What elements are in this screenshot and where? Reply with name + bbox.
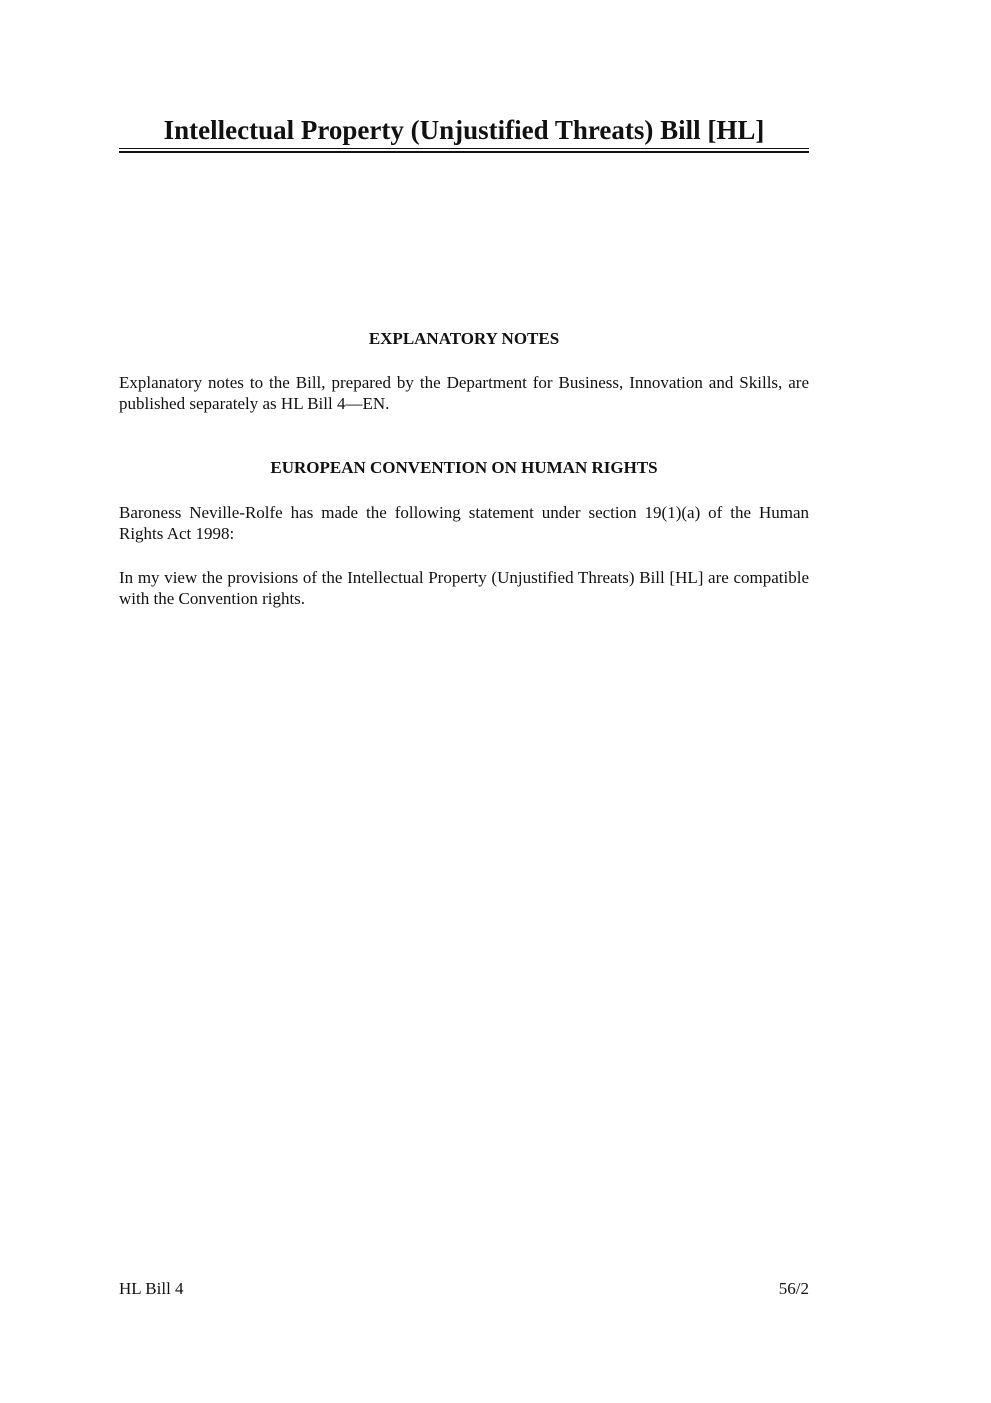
footer-bill-number: HL Bill 4 bbox=[119, 1279, 184, 1298]
echr-statement-intro: Baroness Neville-Rolfe has made the following statement under section 19(1)(a) of the Human Rights Act 1998: bbox=[119, 503, 809, 543]
bill-title: Intellectual Property (Unjustified Threats) Bill [HL] bbox=[163, 115, 765, 145]
explanatory-notes-heading: EXPLANATORY NOTES bbox=[368, 329, 560, 348]
title-rule-thick bbox=[119, 151, 809, 153]
title-rule-thin bbox=[119, 148, 809, 149]
footer-print-reference: 56/2 bbox=[778, 1279, 809, 1298]
echr-heading: EUROPEAN CONVENTION ON HUMAN RIGHTS bbox=[270, 458, 658, 477]
echr-statement-body: In my view the provisions of the Intellectual Property (Unjustified Threats) Bill [HL] are compatible with the Convention rights. bbox=[119, 568, 809, 608]
explanatory-notes-paragraph: Explanatory notes to the Bill, prepared by the Department for Business, Innovation and Skills, are published separately as HL Bill 4—EN. bbox=[119, 373, 809, 413]
